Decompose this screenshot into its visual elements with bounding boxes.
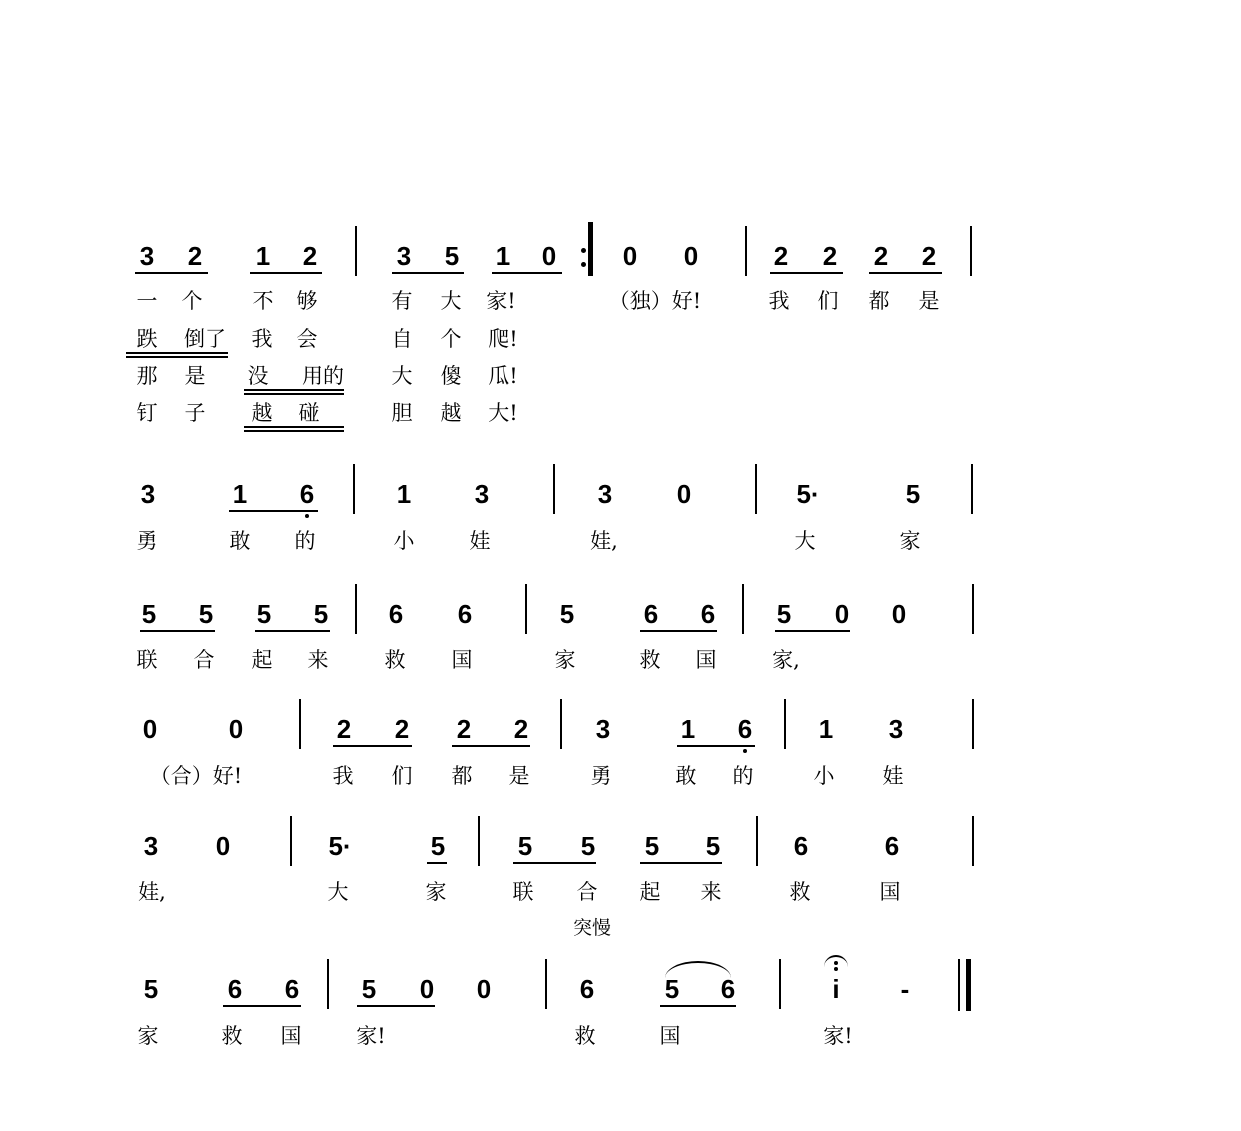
lyric-syllable: 救 (384, 648, 406, 672)
lyric-syllable: 大 (391, 364, 413, 388)
lyric-underline (244, 426, 344, 428)
lyric-syllable: 有 (391, 289, 413, 313)
note: 0 (834, 599, 850, 629)
expression-mark: 突慢 (573, 917, 612, 939)
note: 0 (142, 714, 158, 744)
beam-underline (140, 630, 215, 632)
lyric-syllable: 娃, (590, 529, 618, 553)
lyric-syllable: 大! (488, 401, 518, 425)
lyric-syllable: 那 (136, 364, 158, 388)
note: 5 (580, 831, 596, 861)
lyric-syllable: 会 (296, 327, 318, 351)
note: 5 (430, 831, 446, 861)
lyric-syllable: 国 (451, 648, 473, 672)
repeat-barline (588, 222, 593, 276)
lyric-syllable: 们 (817, 289, 839, 313)
note: 6 (643, 599, 659, 629)
note: 2 (873, 241, 889, 271)
lyric-syllable: 自 (391, 327, 413, 351)
lyric-underline (126, 356, 228, 358)
note: 3 (139, 241, 155, 271)
lyric-syllable: 越 (440, 401, 462, 425)
lyric-syllable: 合 (193, 648, 215, 672)
beam-underline (640, 862, 722, 864)
barline (972, 816, 974, 866)
note: 2 (187, 241, 203, 271)
lyric-syllable: 家 (554, 648, 576, 672)
note: i (832, 974, 840, 1004)
note: 5· (328, 831, 352, 861)
lyric-syllable: 个 (181, 289, 203, 313)
lyric-syllable: 来 (307, 648, 329, 672)
beam-underline (255, 630, 330, 632)
lyric-syllable: 勇 (136, 529, 158, 553)
lyric-syllable: 用的 (302, 364, 344, 388)
note: 1 (818, 714, 834, 744)
lyric-syllable: 我 (768, 289, 790, 313)
note: 6 (299, 479, 315, 509)
note: 5· (796, 479, 820, 509)
note: 5 (143, 974, 159, 1004)
lyric-syllable: 的 (294, 529, 316, 553)
note: 6 (737, 714, 753, 744)
note: 3 (595, 714, 611, 744)
note: 6 (284, 974, 300, 1004)
note: 2 (921, 241, 937, 271)
beam-underline (135, 272, 208, 274)
note: 3 (143, 831, 159, 861)
beam-underline (640, 630, 717, 632)
beam-underline (677, 745, 755, 747)
note: 6 (700, 599, 716, 629)
note: 5 (256, 599, 272, 629)
note: 5 (705, 831, 721, 861)
note: 0 (215, 831, 231, 861)
note: 5 (517, 831, 533, 861)
barline (553, 464, 555, 514)
note: 5 (198, 599, 214, 629)
lyric-syllable: 们 (391, 764, 413, 788)
lyric-syllable: 个 (440, 327, 462, 351)
beam-underline (357, 1005, 435, 1007)
note: 6 (388, 599, 404, 629)
note: 3 (396, 241, 412, 271)
beam-underline (775, 630, 850, 632)
note: 6 (457, 599, 473, 629)
lyric-syllable: 国 (879, 880, 901, 904)
note: 3 (597, 479, 613, 509)
low-octave-dot (743, 749, 747, 753)
lyric-syllable: 大 (440, 289, 462, 313)
repeat-dot (581, 262, 586, 267)
lyric-syllable: 家 (899, 529, 921, 553)
lyric-syllable: 碰 (298, 401, 320, 425)
lyric-syllable: 救 (639, 648, 661, 672)
note: 6 (793, 831, 809, 861)
lyric-syllable: 来 (700, 880, 722, 904)
lyric-syllable: 家! (356, 1024, 386, 1048)
barline (784, 699, 786, 749)
barline (355, 584, 357, 634)
note: 3 (140, 479, 156, 509)
note: 5 (361, 974, 377, 1004)
lyric-syllable: 小 (393, 529, 415, 553)
lyric-underline (244, 389, 344, 391)
beam-underline (427, 862, 447, 864)
lyric-syllable: 救 (221, 1024, 243, 1048)
lyric-underline (244, 430, 344, 432)
barline (290, 816, 292, 866)
note: 2 (513, 714, 529, 744)
lyric-syllable: 跌 (136, 327, 158, 351)
lyric-syllable: 家 (137, 1024, 159, 1048)
lyric-syllable: 都 (451, 764, 473, 788)
note: 0 (683, 241, 699, 271)
lyric-syllable: （合）好! (149, 764, 243, 788)
barline (755, 464, 757, 514)
lyric-syllable: 都 (868, 289, 890, 313)
note: 1 (680, 714, 696, 744)
note: 5 (905, 479, 921, 509)
lyric-syllable: 国 (659, 1024, 681, 1048)
barline (478, 816, 480, 866)
barline (756, 816, 758, 866)
note: 2 (822, 241, 838, 271)
note: 2 (773, 241, 789, 271)
lyric-syllable: 起 (251, 648, 273, 672)
barline (972, 699, 974, 749)
lyric-syllable: 联 (512, 880, 534, 904)
beam-underline (392, 272, 464, 274)
note: 0 (541, 241, 557, 271)
lyric-syllable: 倒了 (184, 327, 226, 351)
lyric-syllable: 不 (252, 289, 274, 313)
lyric-syllable: 家 (425, 880, 447, 904)
lyric-syllable: 子 (184, 401, 206, 425)
note: 3 (888, 714, 904, 744)
lyric-syllable: 家! (823, 1024, 853, 1048)
lyric-syllable: 家! (486, 289, 516, 313)
lyric-syllable: 小 (813, 764, 835, 788)
lyric-syllable: 一 (136, 289, 158, 313)
high-octave-dot (834, 967, 838, 971)
barline (972, 584, 974, 634)
note: 0 (891, 599, 907, 629)
lyric-syllable: 傻 (440, 364, 462, 388)
note: 1 (232, 479, 248, 509)
final-barline (966, 959, 971, 1011)
note: 0 (419, 974, 435, 1004)
barline (742, 584, 744, 634)
beam-underline (513, 862, 596, 864)
note: 2 (394, 714, 410, 744)
note: 6 (579, 974, 595, 1004)
beam-underline (250, 272, 322, 274)
lyric-underline (244, 393, 344, 395)
beam-underline (223, 1005, 301, 1007)
fermata-dot (834, 961, 838, 965)
barline (327, 959, 329, 1009)
barline (779, 959, 781, 1009)
note: 6 (884, 831, 900, 861)
lyric-syllable: 没 (247, 364, 269, 388)
note: 1 (255, 241, 271, 271)
note: 2 (302, 241, 318, 271)
note: 2 (456, 714, 472, 744)
note: 6 (720, 974, 736, 1004)
lyric-syllable: 爬! (488, 327, 518, 351)
note: 5 (313, 599, 329, 629)
note: 0 (622, 241, 638, 271)
lyric-syllable: 够 (296, 289, 318, 313)
lyric-syllable: 国 (280, 1024, 302, 1048)
beam-underline (492, 272, 562, 274)
lyric-syllable: 娃 (882, 764, 904, 788)
note: 0 (476, 974, 492, 1004)
lyric-syllable: 是 (508, 764, 530, 788)
repeat-dot (581, 248, 586, 253)
beam-underline (452, 745, 530, 747)
beam-underline (660, 1005, 736, 1007)
lyric-syllable: 我 (251, 327, 273, 351)
lyric-syllable: 大 (794, 529, 816, 553)
beam-underline (869, 272, 942, 274)
lyric-syllable: 救 (574, 1024, 596, 1048)
barline (745, 226, 747, 276)
lyric-syllable: 勇 (590, 764, 612, 788)
low-octave-dot (305, 514, 309, 518)
barline (971, 464, 973, 514)
lyric-syllable: 敢 (675, 764, 697, 788)
barline (970, 226, 972, 276)
lyric-syllable: 钉 (136, 401, 158, 425)
note: 3 (474, 479, 490, 509)
note: 5 (444, 241, 460, 271)
barline (560, 699, 562, 749)
barline (958, 959, 960, 1011)
lyric-syllable: 敢 (229, 529, 251, 553)
note: 0 (228, 714, 244, 744)
note: 2 (336, 714, 352, 744)
beam-underline (770, 272, 843, 274)
note: 0 (676, 479, 692, 509)
lyric-syllable: 联 (136, 648, 158, 672)
note: 1 (396, 479, 412, 509)
lyric-syllable: 是 (184, 364, 206, 388)
lyric-syllable: 是 (918, 289, 940, 313)
lyric-syllable: 的 (732, 764, 754, 788)
note: 5 (776, 599, 792, 629)
lyric-syllable: 越 (251, 401, 273, 425)
note: - (900, 974, 910, 1004)
barline (299, 699, 301, 749)
note: 5 (644, 831, 660, 861)
note: 5 (141, 599, 157, 629)
lyric-underline (126, 352, 228, 354)
barline (545, 959, 547, 1009)
lyric-syllable: 国 (695, 648, 717, 672)
lyric-syllable: 合 (576, 880, 598, 904)
note: 5 (559, 599, 575, 629)
barline (353, 464, 355, 514)
lyric-syllable: 救 (789, 880, 811, 904)
lyric-syllable: 娃 (469, 529, 491, 553)
barline (355, 226, 357, 276)
beam-underline (333, 745, 412, 747)
beam-underline (229, 510, 318, 512)
lyric-syllable: 瓜! (488, 364, 518, 388)
lyric-syllable: 胆 (391, 401, 413, 425)
lyric-syllable: 家, (772, 648, 800, 672)
lyric-syllable: 大 (327, 880, 349, 904)
note: 1 (495, 241, 511, 271)
slur (665, 961, 731, 978)
lyric-syllable: （独）好! (608, 289, 702, 313)
barline (525, 584, 527, 634)
lyric-syllable: 我 (332, 764, 354, 788)
note: 5 (664, 974, 680, 1004)
note: 6 (227, 974, 243, 1004)
lyric-syllable: 起 (639, 880, 661, 904)
lyric-syllable: 娃, (138, 880, 166, 904)
